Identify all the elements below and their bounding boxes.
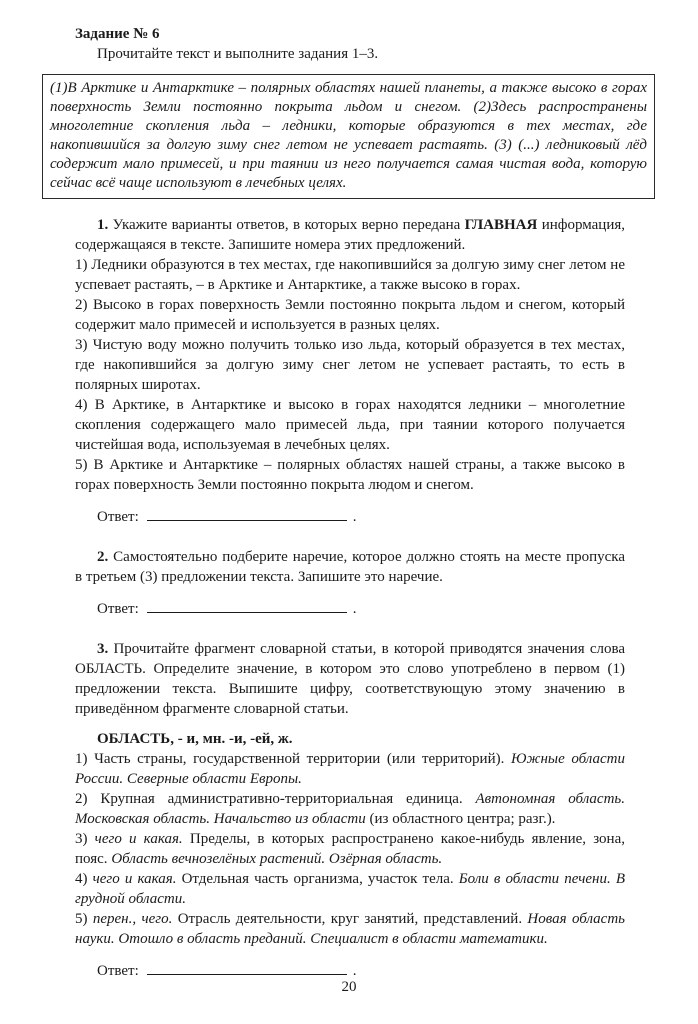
task3-prompt: 3. Прочитайте фрагмент словарной статьи, в которой приводятся значения слова ОБЛАСТЬ. Определите значение, в котором это слово употреблено в первом (1) предложении текста. Выпишите цифру, соответствующую этому значению в приведённом фрагменте словарной статьи. bbox=[75, 641, 626, 717]
task-instruction: Прочитайте текст и выполните задания 1–3. bbox=[97, 46, 379, 62]
task3-answer-blank bbox=[147, 961, 347, 975]
answer-period: . bbox=[352, 963, 357, 979]
task1-prompt: 1. Укажите варианты ответов, в которых верно передана ГЛАВНАЯ информация, содержащаяся в тексте. Запишите номера этих предложений. bbox=[75, 217, 625, 253]
answer-label: Ответ: bbox=[97, 963, 139, 979]
source-text-box bbox=[42, 74, 655, 199]
answer-period: . bbox=[352, 509, 357, 525]
task1-option-1: 1) Ледники образуются в тех местах, где накопившийся за долгую зиму снег летом не успевает растаять, – в Арктике и Антарктике, а также высоко в горах. bbox=[75, 257, 625, 293]
dictionary-sense-2: 2) Крупная административно-территориальная единица. Автономная область. Московская область. Начальство из области (из областного центра; разг.). bbox=[75, 791, 625, 827]
page-content bbox=[50, 24, 647, 1001]
page-number: 20 bbox=[341, 979, 357, 995]
dictionary-sense-5: 5) перен., чего. Отрасль деятельности, круг занятий, представлений. Новая область науки. Отошло в область преданий. Специалист в области математики. bbox=[75, 911, 625, 947]
dictionary-sense-3: 3) чего и какая. Пределы, в которых распространено какое-нибудь явление, зона, пояс. Область вечнозелёных растений. Озёрная область. bbox=[75, 831, 625, 867]
task2-prompt: 2. Самостоятельно подберите наречие, которое должно стоять на месте пропуска в третьем (3) предложении текста. Запишите это наречие. bbox=[75, 549, 625, 585]
task3-answer-line bbox=[75, 961, 625, 981]
task2-answer-blank bbox=[147, 599, 347, 613]
answer-label: Ответ: bbox=[97, 509, 139, 525]
task1-option-3: 3) Чистую воду можно получить только изо льда, который образуется в тех местах, где накопившийся за долгую зиму снег летом не успевает растаять, то есть в полярных широтах. bbox=[75, 337, 625, 393]
answer-period: . bbox=[352, 601, 357, 617]
answer-label: Ответ: bbox=[97, 601, 139, 617]
task2-answer-line bbox=[75, 599, 625, 619]
task1-answer-line bbox=[75, 507, 625, 527]
dictionary-sense-1: 1) Часть страны, государственной территории (или территорий). Южные области России. Северные области Европы. bbox=[75, 751, 626, 787]
dictionary-sense-4: 4) чего и какая. Отдельная часть организма, участок тела. Боли в области печени. В грудной области. bbox=[75, 871, 625, 907]
dictionary-headword: ОБЛАСТЬ, - и, мн. -и, -ей, ж. bbox=[97, 731, 293, 747]
task1-answer-blank bbox=[147, 507, 347, 521]
task1-option-4: 4) В Арктике, в Антарктике и высоко в горах находятся ледники – многолетние скопления содержащего мало примесей льда, при таянии которого получается чистейшая вода, используемая в лечебных целях. bbox=[75, 397, 625, 453]
task1-option-5: 5) В Арктике и Антарктике – полярных областях нашей страны, а также высоко в горах поверхность Земли постоянно покрыта людом и снегом. bbox=[75, 457, 625, 493]
source-text: (1)В Арктике и Антарктике – полярных областях нашей планеты, а также высоко в горах поверхность Земли постоянно покрыта льдом и снегом. (2)Здесь распространены многолетние скопления льда – ледники, которые образуются в тех местах, где накопившийся за долгую зиму снег летом не успевает растаять. (3) (...) ледниковый лёд содержит мало примесей, и при таянии из него получается самая чистая вода, которую сейчас всё чаще используют в лечебных целях. bbox=[50, 80, 647, 191]
task1-option-2: 2) Высоко в горах поверхность Земли постоянно покрыта льдом и снегом, который содержит мало примесей и используется в разных целях. bbox=[75, 297, 625, 333]
task-title: Задание № 6 bbox=[75, 26, 160, 42]
